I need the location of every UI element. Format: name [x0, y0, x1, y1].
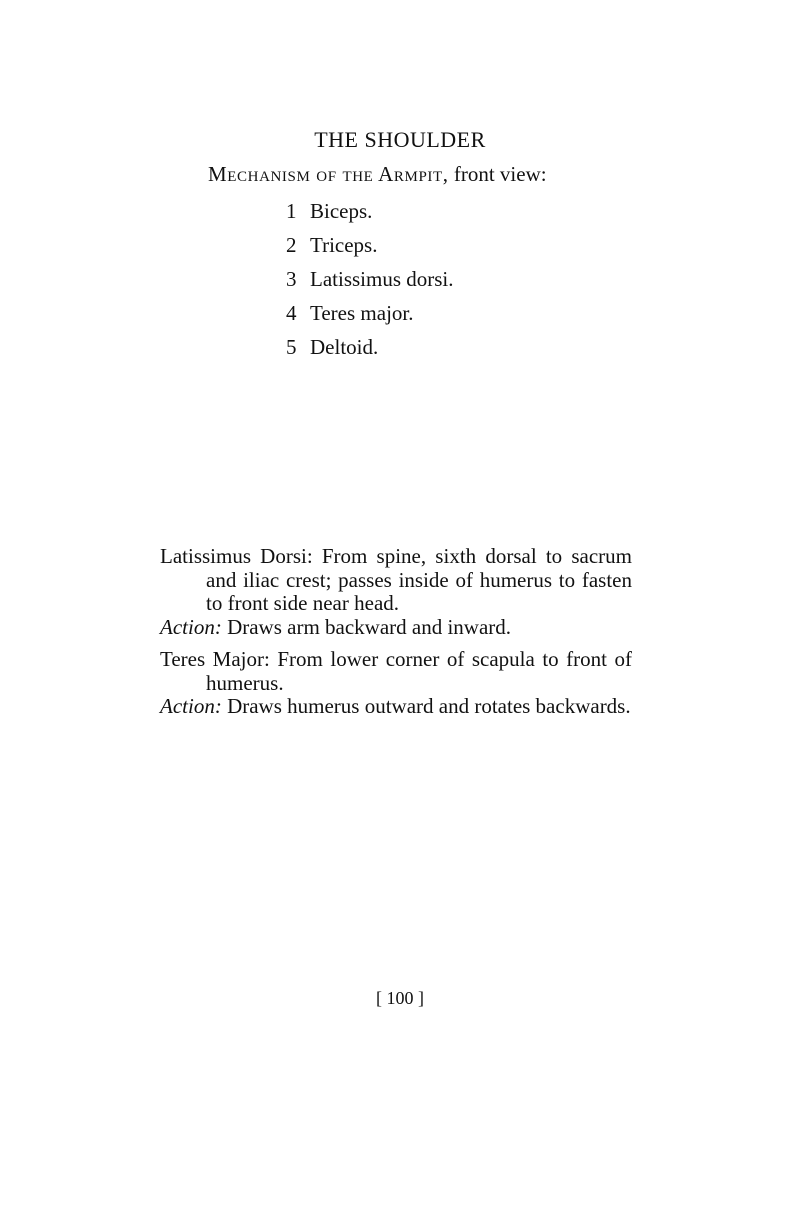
legend-number: 1: [286, 199, 297, 223]
legend-label: Teres major.: [310, 301, 414, 325]
legend-number: 2: [286, 233, 297, 257]
muscle-descriptions: [160, 545, 632, 719]
action-teres-major: [160, 695, 632, 719]
legend-item: [286, 231, 454, 265]
figure-caption: [208, 162, 547, 187]
legend-label: Triceps.: [310, 233, 378, 257]
legend-item: [286, 197, 454, 231]
page-number: [ 100 ]: [376, 988, 424, 1008]
legend-number: 3: [286, 267, 297, 291]
action-label: Action:: [160, 614, 222, 639]
caption-text: front view:: [448, 162, 547, 186]
action-latissimus-dorsi: [160, 616, 632, 640]
action-text: Draws arm backward and inward.: [221, 614, 512, 639]
caption-heading: Mechanism of the Armpit,: [208, 162, 449, 186]
legend-item: [286, 265, 454, 299]
action-label: Action:: [160, 694, 222, 718]
legend-label: Latissimus dorsi.: [310, 267, 454, 291]
action-text: Draws humerus outward and rotates backwards.: [221, 694, 631, 718]
page-title: THE SHOULDER: [314, 127, 486, 152]
legend-number: 5: [286, 335, 297, 359]
legend-item: [286, 299, 454, 333]
legend-label: Deltoid.: [310, 335, 379, 359]
legend-label: Biceps.: [310, 199, 373, 223]
muscle-entry-teres-major: Teres Major: From lower corner of scapula to front of humerus.: [160, 647, 632, 695]
figure-legend: [286, 197, 454, 367]
legend-item: [286, 333, 454, 367]
muscle-entry-latissimus-dorsi: Latissimus Dorsi: From spine, sixth dorsal to sacrum and iliac crest; passes inside of humerus to fasten to front side near head.: [160, 544, 632, 615]
legend-number: 4: [286, 301, 297, 325]
